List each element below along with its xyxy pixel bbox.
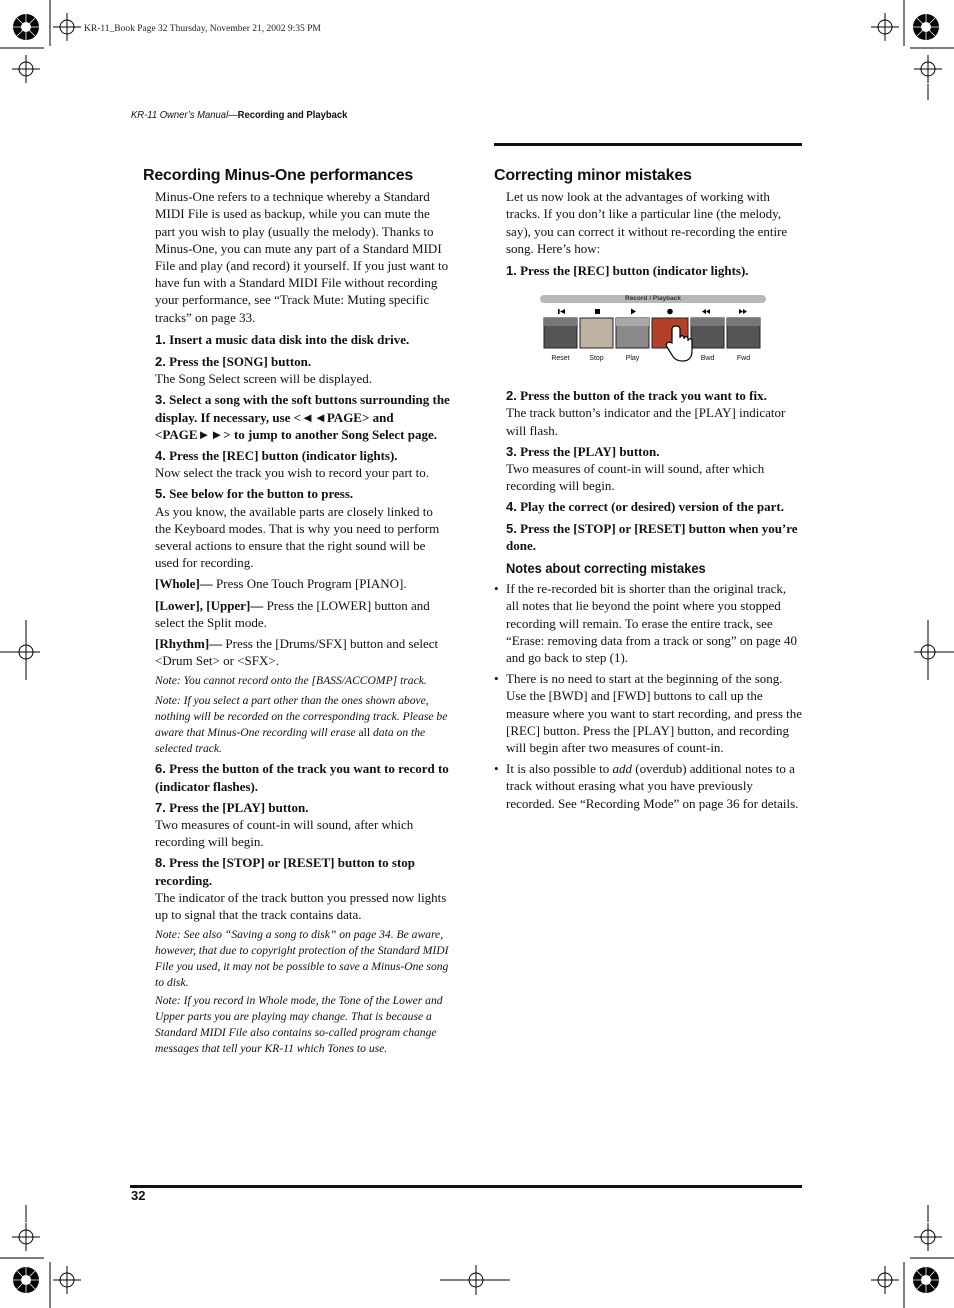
left-step-5-text: See below for the button to press. [169, 486, 354, 502]
note-bullet-3-b: add [612, 761, 633, 777]
left-step-1-text: Insert a music data disk into the disk drive. [169, 331, 410, 347]
left-step-1-num: 1. [155, 331, 166, 347]
running-head-manual: KR-11 Owner’s Manual [131, 109, 229, 121]
note-bullet-2: There is no need to start at the beginning of the song. Use the [BWD] and [FWD] buttons to call up the measure where you want to start recording, and press the [REC] button. Press the [PLAY] button, and recording will begin after two measures of count-in. [506, 671, 803, 756]
record-playback-panel [506, 283, 800, 383]
bullet-glyph: • [494, 761, 499, 777]
rhythm-label: [Rhythm]— [155, 636, 223, 652]
left-step-4-num: 4. [155, 448, 166, 464]
note-other-part-c: data on the selected track. [155, 725, 426, 755]
print-slug: KR-11_Book Page 32 Thursday, November 21, 2002 9:35 PM [84, 24, 321, 34]
running-head-dash: — [228, 109, 238, 121]
left-step-2 [155, 353, 451, 370]
bullet-glyph: • [494, 671, 499, 687]
left-step-5-body: As you know, the available parts are closely linked to the Keyboard modes. That is why you need to perform several actions to ensure that the right sound will be used for recording. [155, 503, 440, 571]
left-step-3-num: 3. [155, 392, 166, 408]
page-number: 32 [131, 1188, 146, 1203]
rhythm-text: Press the [Drums/SFX] button and select <Drum Set> or <SFX>. [155, 636, 439, 669]
left-step-7-body: Two measures of count-in will sound, after which recording will begin. [155, 817, 414, 850]
left-step-5 [155, 485, 451, 502]
note-other-part [155, 693, 451, 756]
bullet-glyph: • [494, 581, 499, 597]
left-body [155, 188, 451, 1056]
right-heading: Correcting minor mistakes [494, 167, 692, 184]
right-step-1-text: Press the [REC] button (indicator lights). [520, 263, 749, 279]
right-step-4-num: 4. [506, 499, 517, 515]
left-step-5-num: 5. [155, 486, 166, 502]
left-column [143, 167, 451, 1057]
running-head [131, 109, 347, 121]
left-step-7 [155, 799, 451, 816]
note-bullet-3-a: It is also possible to [506, 761, 613, 777]
left-step-3-text: Select a song with the soft buttons surrounding the display. If necessary, use <◄◄PAGE> and <PAGE►►> to jump to another Song Select page. [155, 392, 450, 442]
panel-label-bwd: Bwd [700, 355, 715, 363]
right-step-4-text: Play the correct (or desired) version of the part. [520, 499, 784, 515]
right-intro: Let us now look at the advantages of working with tracks. If you don’t like a particular line (the melody, say), you can correct it without re-recording the entire song. Here’s how: [506, 189, 788, 256]
whole-item [155, 575, 451, 592]
left-step-1 [155, 331, 451, 348]
note-bullet-1: If the re-recorded bit is shorter than the original track, all notes that lie beyond the point where you stopped recording will remain. To erase the entire track, see “Erase: removing data from a track or song” on page 40 and go back to step (1). [506, 581, 797, 666]
right-step-5 [506, 520, 802, 554]
notes-list [494, 580, 802, 812]
note-whole-mode: Note: If you record in Whole mode, the Tone of the Lower and Upper parts you are playing may change. That is because a Standard MIDI File also contains so-called program change messages that tell your KR-11 which Tones to use. [155, 994, 443, 1055]
bottom-rule [130, 1185, 802, 1188]
left-step-8 [155, 854, 451, 888]
panel-title: Record / Playback [625, 295, 681, 303]
left-step-8-body: The indicator of the track button you pressed now lights up to signal that the track contains data. [155, 889, 447, 923]
left-step-8-text: Press the [STOP] or [RESET] button to stop recording. [155, 855, 416, 888]
list-item [494, 760, 802, 812]
list-item [494, 580, 802, 666]
right-step-2-num: 2. [506, 388, 517, 404]
left-step-8-num: 8. [155, 855, 166, 871]
note-other-part-a: Note: If you select a part other than the ones shown above, nothing will be recorded on the corresponding track. Please be aware that Minus-One recording will erase [155, 694, 448, 739]
right-step-1 [506, 262, 802, 279]
left-intro: Minus-One refers to a technique whereby a Standard MIDI File is used as backup, while you can mute the part you wish to play (usually the melody). Thanks to Minus-One, you can mute any part of a Standard MIDI File and play (and record) it yourself. If you just want to have fun with a Standard MIDI File without recording your performance, see “Track Mute: Muting specific tracks” on page 33. [155, 189, 449, 325]
rhythm-item [155, 635, 451, 669]
lower-upper-item [155, 597, 451, 631]
right-step-2-body: The track button’s indicator and the [PLAY] indicator will flash. [506, 405, 786, 438]
top-rule [494, 143, 802, 146]
left-step-2-text: Press the [SONG] button. [169, 354, 312, 370]
right-step-4 [506, 498, 802, 515]
panel-label-stop: Stop [589, 355, 604, 363]
left-heading: Recording Minus-One performances [143, 167, 414, 184]
panel-label-fwd: Fwd [736, 355, 751, 363]
right-step-3-text: Press the [PLAY] button. [520, 443, 660, 459]
right-body [494, 188, 803, 812]
left-step-6-num: 6. [155, 761, 166, 777]
left-step-4-text: Press the [REC] button (indicator lights). [169, 448, 398, 464]
left-step-7-text: Press the [PLAY] button. [169, 799, 309, 815]
right-step-5-num: 5. [506, 520, 517, 536]
left-step-2-body: The Song Select screen will be displayed. [155, 371, 372, 387]
left-step-3 [155, 391, 451, 443]
note-saving: Note: See also “Saving a song to disk” on page 34. Be aware, however, that due to copyright protection of the Standard MIDI File you used, it may not be possible to save a Minus-One song to disk. [155, 928, 449, 989]
whole-text: Press One Touch Program [PIANO]. [212, 576, 407, 592]
note-other-part-b: all [358, 725, 371, 739]
whole-label: [Whole]— [155, 576, 213, 592]
note-bass-accomp: Note: You cannot record onto the [BASS/ACCOMP] track. [155, 674, 427, 688]
lower-upper-text: Press the [LOWER] button and select the Split mode. [155, 597, 430, 630]
right-step-1-num: 1. [506, 263, 517, 279]
right-step-5-text: Press the [STOP] or [RESET] button when you’re done. [506, 520, 798, 553]
notes-heading: Notes about correcting mistakes [506, 560, 706, 577]
right-step-3-num: 3. [506, 443, 517, 459]
left-step-2-num: 2. [155, 354, 166, 370]
left-step-6-text: Press the button of the track you want to record to (indicator flashes). [155, 761, 449, 794]
left-step-4 [155, 447, 451, 464]
right-step-2-text: Press the button of the track you want to fix. [520, 388, 767, 404]
left-step-4-body: Now select the track you wish to record your part to. [155, 465, 430, 481]
note-bullet-3-c: (overdub) additional notes to a track without erasing what you have previously recorded. See “Recording Mode” on page 36 for details. [506, 761, 799, 811]
panel-label-play: Play [625, 355, 640, 363]
right-column [494, 167, 802, 812]
running-head-section: Recording and Playback [237, 109, 348, 121]
list-item [494, 670, 802, 756]
panel-label-reset: Reset [551, 355, 570, 363]
right-step-3-body: Two measures of count-in will sound, after which recording will begin. [506, 461, 765, 494]
right-step-3 [506, 443, 802, 460]
right-step-2 [506, 387, 802, 404]
left-step-6 [155, 760, 451, 794]
left-step-7-num: 7. [155, 799, 166, 815]
lower-upper-label: [Lower], [Upper]— [155, 597, 264, 613]
